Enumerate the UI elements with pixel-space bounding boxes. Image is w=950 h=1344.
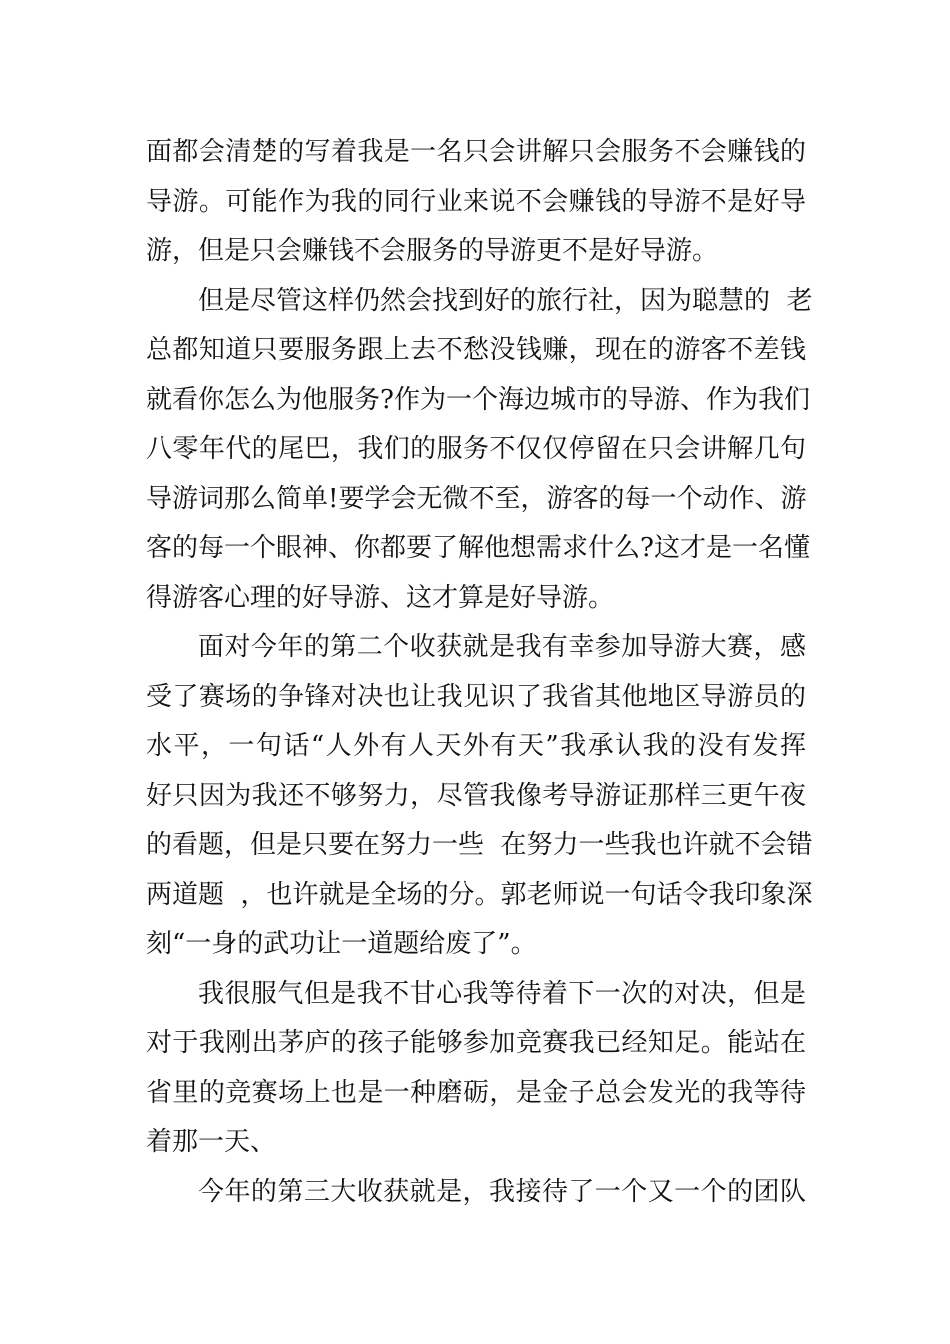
text-line: 水平，一句话“人外有人天外有天”我承认我的没有发挥 (146, 731, 806, 761)
text-line: 总都知道只要服务跟上去不愁没钱赚，现在的游客不差钱 (146, 335, 806, 365)
text-line: 受了赛场的争锋对决也让我见识了我省其他地区导游员的 (146, 681, 806, 712)
paragraph (146, 623, 813, 970)
text-line: 两道题 ，也许就是全场的分。郭老师说一句话令我印象深 (146, 879, 813, 910)
text-line: 游，但是只会赚钱不会服务的导游更不是好导游。 (146, 236, 719, 266)
text-line: 但是尽管这样仍然会找到好的旅行社，因为聪慧的 老 (198, 285, 813, 316)
text-line: 八零年代的尾巴，我们的服务不仅仅停留在只会讲解几句 (146, 434, 806, 464)
text-line: 导游词那么简单!要学会无微不至，游客的每一个动作、游 (146, 483, 807, 514)
paragraph (146, 970, 806, 1168)
document-body (146, 128, 813, 1217)
text-line: 的看题，但是只要在努力一些 在努力一些我也许就不会错 (146, 830, 813, 860)
text-line: 就看你怎么为他服务?作为一个海边城市的导游、作为我们 (146, 384, 810, 415)
text-line: 面对今年的第二个收获就是我有幸参加导游大赛，感 (198, 632, 806, 662)
text-line: 客的每一个眼神、你都要了解他想需求什么?这才是一名懂 (146, 533, 810, 563)
paragraph (146, 128, 806, 277)
paragraph (146, 277, 813, 624)
text-line: 我很服气但是我不甘心我等待着下一次的对决，但是 (198, 978, 806, 1009)
text-line: 今年的第三大收获就是，我接待了一个又一个的团队 (198, 1176, 806, 1207)
text-line: 着那一天、 (146, 1127, 277, 1157)
paragraph (146, 1168, 806, 1218)
text-line: 对于我刚出茅庐的孩子能够参加竞赛我已经知足。能站在 (146, 1028, 806, 1058)
text-line: 好只因为我还不够努力，尽管我像考导游证那样三更午夜 (146, 780, 806, 811)
text-line: 导游。可能作为我的同行业来说不会赚钱的导游不是好导 (146, 186, 806, 217)
text-line: 面都会清楚的写着我是一名只会讲解只会服务不会赚钱的 (146, 137, 806, 167)
text-line: 刻“一身的武功让一道题给废了”。 (146, 929, 537, 959)
text-line: 省里的竞赛场上也是一种磨砺，是金子总会发光的我等待 (146, 1077, 806, 1108)
text-line: 得游客心理的好导游、这才算是好导游。 (146, 582, 615, 613)
